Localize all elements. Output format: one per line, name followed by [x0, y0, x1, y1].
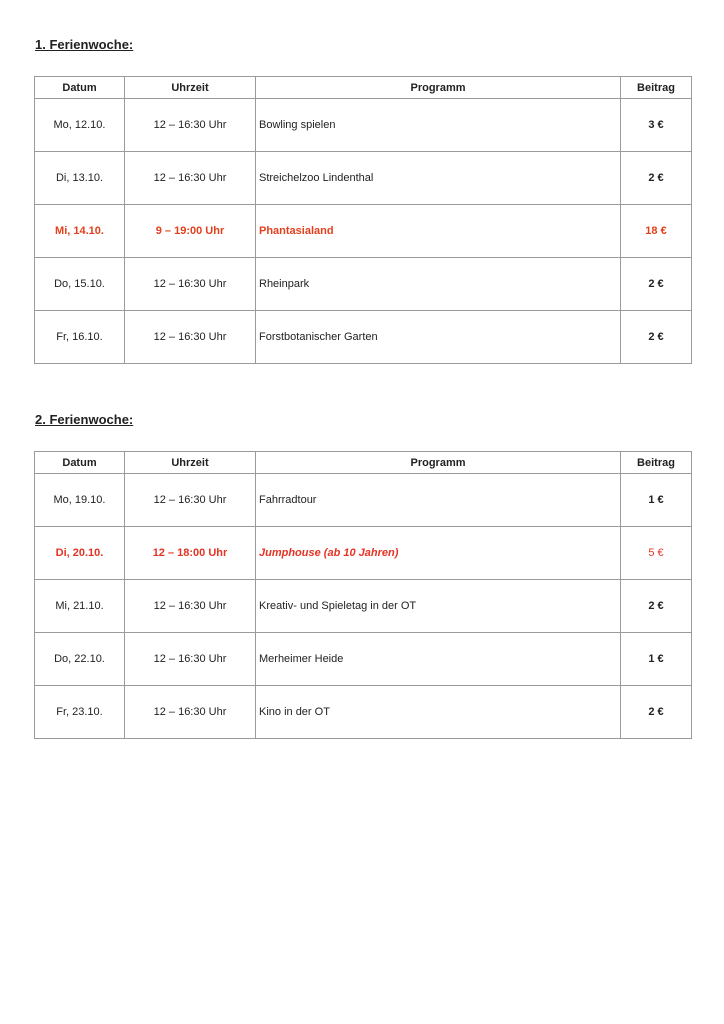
header-date: Datum: [35, 452, 125, 474]
date-cell: Mo, 19.10.: [35, 474, 125, 527]
time-cell: 12 – 18:00 Uhr: [125, 527, 256, 580]
table-row: [35, 152, 692, 205]
time-cell: 12 – 16:30 Uhr: [125, 686, 256, 739]
fee-cell: 18 €: [621, 205, 692, 258]
time-cell: 12 – 16:30 Uhr: [125, 633, 256, 686]
time-cell: 12 – 16:30 Uhr: [125, 580, 256, 633]
header-program: Programm: [256, 77, 621, 99]
week-2-table: [34, 451, 692, 739]
table-header-row: [35, 77, 692, 99]
program-text: Forstbotanischer Garten: [259, 331, 378, 343]
program-text: Bowling spielen: [259, 119, 336, 131]
time-cell: 12 – 16:30 Uhr: [125, 258, 256, 311]
fee-cell: 5 €: [621, 527, 692, 580]
header-time: Uhrzeit: [125, 452, 256, 474]
program-cell: [256, 152, 621, 205]
program-cell: [256, 258, 621, 311]
program-text: Rheinpark: [259, 278, 310, 290]
table-row: [35, 580, 692, 633]
time-cell: 12 – 16:30 Uhr: [125, 152, 256, 205]
date-cell: Do, 15.10.: [35, 258, 125, 311]
table-row: [35, 99, 692, 152]
week-1-table: [34, 76, 692, 364]
table-row-highlighted: [35, 527, 692, 580]
time-cell: 9 – 19:00 Uhr: [125, 205, 256, 258]
table-header-row: [35, 452, 692, 474]
fee-cell: 2 €: [621, 152, 692, 205]
date-cell: Fr, 16.10.: [35, 311, 125, 364]
program-text: Fahrradtour: [259, 494, 317, 506]
program-cell: [256, 474, 621, 527]
program-cell: [256, 633, 621, 686]
date-cell: Mi, 21.10.: [35, 580, 125, 633]
date-cell: Di, 13.10.: [35, 152, 125, 205]
fee-cell: 2 €: [621, 311, 692, 364]
fee-cell: 1 €: [621, 474, 692, 527]
program-cell: [256, 311, 621, 364]
program-text: Merheimer Heide: [259, 653, 344, 665]
table-row: [35, 258, 692, 311]
table-row: [35, 633, 692, 686]
program-cell: [256, 99, 621, 152]
fee-cell: 3 €: [621, 99, 692, 152]
week-2-heading: 2. Ferienwoche:: [35, 412, 134, 427]
program-cell: [256, 686, 621, 739]
table-row: [35, 686, 692, 739]
table-row: [35, 311, 692, 364]
program-text: Kino in der OT: [259, 706, 330, 718]
program-cell: [256, 527, 621, 580]
program-text: Kreativ- und Spieletag in der OT: [259, 600, 417, 612]
date-cell: Mo, 12.10.: [35, 99, 125, 152]
header-time: Uhrzeit: [125, 77, 256, 99]
fee-cell: 2 €: [621, 686, 692, 739]
time-cell: 12 – 16:30 Uhr: [125, 311, 256, 364]
program-cell: [256, 580, 621, 633]
table-row-highlighted: [35, 205, 692, 258]
header-fee: Beitrag: [621, 452, 692, 474]
header-program: Programm: [256, 452, 621, 474]
fee-cell: 1 €: [621, 633, 692, 686]
program-text: Jumphouse (ab 10 Jahren): [259, 547, 399, 559]
program-text: Phantasialand: [259, 225, 334, 237]
date-cell: Fr, 23.10.: [35, 686, 125, 739]
program-text: Streichelzoo Lindenthal: [259, 172, 374, 184]
date-cell: Di, 20.10.: [35, 527, 125, 580]
time-cell: 12 – 16:30 Uhr: [125, 99, 256, 152]
fee-cell: 2 €: [621, 258, 692, 311]
fee-cell: 2 €: [621, 580, 692, 633]
date-cell: Do, 22.10.: [35, 633, 125, 686]
time-cell: 12 – 16:30 Uhr: [125, 474, 256, 527]
table-row: [35, 474, 692, 527]
program-cell: [256, 205, 621, 258]
week-1-heading: 1. Ferienwoche:: [35, 37, 134, 52]
header-date: Datum: [35, 77, 125, 99]
header-fee: Beitrag: [621, 77, 692, 99]
date-cell: Mi, 14.10.: [35, 205, 125, 258]
